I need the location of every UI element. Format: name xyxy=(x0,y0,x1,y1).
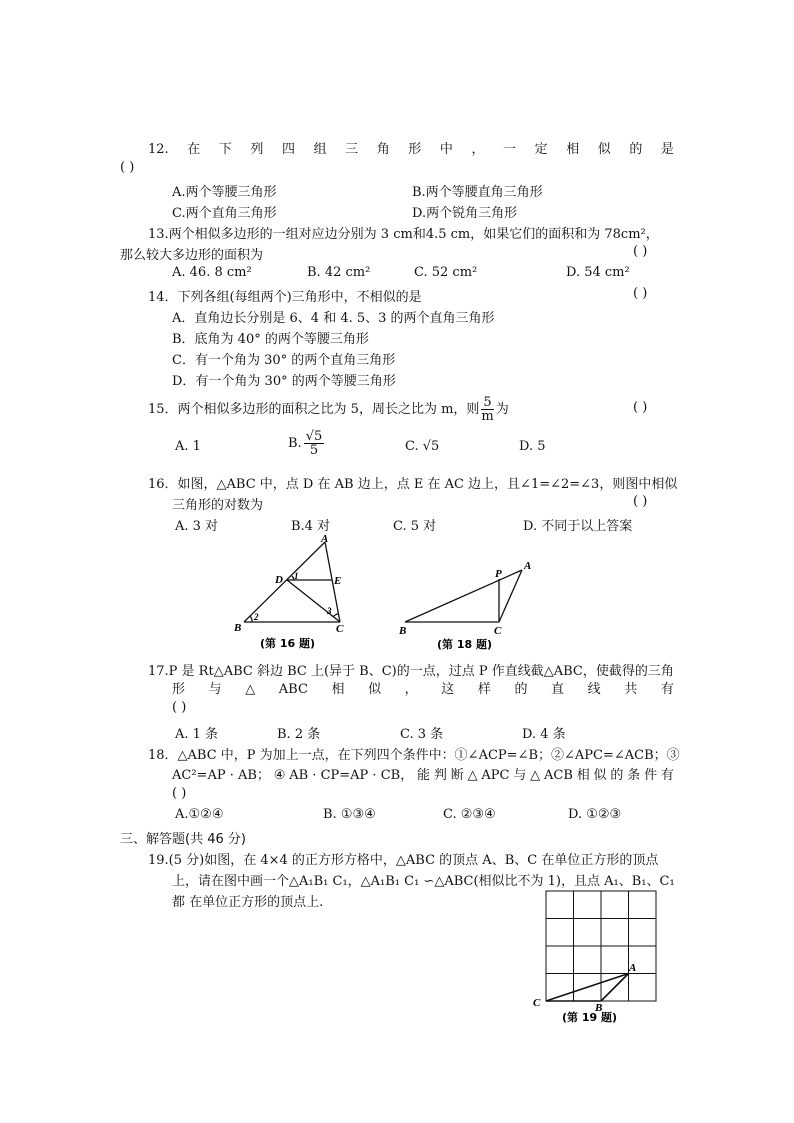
justified-char: △ xyxy=(530,768,541,783)
q15-fraction-numerator: 5 xyxy=(481,396,493,410)
q15-option-b-fraction xyxy=(304,430,325,457)
q15-option-b-denominator: 5 xyxy=(309,443,319,458)
fig18-caption: (第 18 题) xyxy=(437,638,493,651)
q15-option-c: C. √5 xyxy=(405,439,440,454)
q18-line1: 18．△ABC 中，P 为加上一点，在下列四个条件中：①∠ACP=∠B；②∠APC=∠ACB；③ xyxy=(148,748,680,763)
q15-option-b-numerator: √5 xyxy=(305,429,323,444)
q14-option-c: C．有一个角为 30° 的两个直角三角形 xyxy=(172,353,396,368)
fig19-caption: (第 19 题) xyxy=(562,1011,618,1024)
justified-char: 的 xyxy=(629,142,643,157)
justified-char: 下 xyxy=(218,142,232,157)
justified-char: 相 xyxy=(331,682,345,697)
figure-19 xyxy=(530,888,665,1028)
q15-option-b xyxy=(288,430,326,457)
justified-char: 有 xyxy=(660,682,674,697)
fig16-segment-dc xyxy=(287,580,340,622)
q17-option-a: A. 1 条 xyxy=(175,727,219,742)
q15-stem-post: 为 xyxy=(495,402,509,417)
justified-char: 12. xyxy=(148,142,169,157)
fig16-label-e: E xyxy=(334,575,342,587)
section-3-heading: 三、解答题(共 46 分) xyxy=(120,832,246,847)
justified-char: ACB xyxy=(543,768,573,783)
q14-answer-blank: ( ) xyxy=(633,286,648,301)
justified-char: 似 xyxy=(593,768,607,783)
fig19-label-a: A xyxy=(629,962,637,974)
q17-option-d: D. 4 条 xyxy=(522,727,566,742)
justified-char: ABC xyxy=(278,682,308,697)
justified-char: 这 xyxy=(441,682,455,697)
q18-line2 xyxy=(172,765,674,786)
justified-char: APC xyxy=(481,768,510,783)
q12-option-c: C.两个直角三角形 xyxy=(172,206,277,221)
q14-option-d: D．有一个角为 30° 的两个等腰三角形 xyxy=(172,374,396,389)
justified-char: 与 xyxy=(208,682,222,697)
fig16-angle-arc-2 xyxy=(250,616,252,622)
fig16-label-angle-1: 1 xyxy=(294,571,299,581)
q12-stem xyxy=(148,139,674,160)
justified-char: 是 xyxy=(660,142,674,157)
justified-char: 的 xyxy=(514,682,528,697)
justified-char: 样 xyxy=(477,682,491,697)
q13-line1: 13.两个相似多边形的一组对应边分别为 3 cm和4.5 cm，如果它们的面积和为 78cm²， xyxy=(148,227,659,242)
fig19-label-b: B xyxy=(595,1002,603,1014)
justified-char: 件 xyxy=(644,768,658,783)
fig16-angle-arc-3 xyxy=(333,614,338,617)
q19-line3: 都 在单位正方形的顶点上. xyxy=(172,895,324,910)
q16-option-a: A. 3 对 xyxy=(175,519,219,534)
fig16-caption: (第 16 题) xyxy=(260,637,316,650)
q19-line1: 19.(5 分)如图，在 4×4 的正方形方格中，△ABC 的顶点 A、B、C 在单位正方形的顶点 xyxy=(148,853,659,868)
justified-char: 四 xyxy=(281,142,295,157)
q17-line1: 17.P 是 Rt△ABC 斜边 BC 上(异于 B、C)的一点，过点 P 作直线截△ABC，使截得的三角 xyxy=(148,664,674,679)
q16-answer-blank: ( ) xyxy=(633,494,648,509)
fig16-label-c: C xyxy=(336,623,344,635)
justified-char: 列 xyxy=(250,142,264,157)
justified-char: 似 xyxy=(368,682,382,697)
q18-option-d: D. ①②③ xyxy=(568,807,622,822)
justified-char: 三 xyxy=(345,142,359,157)
justified-char: 形 xyxy=(172,682,186,697)
fig18-label-p: P xyxy=(495,568,502,580)
q15-option-d: D. 5 xyxy=(519,439,546,454)
q18-option-b: B. ①③④ xyxy=(323,807,376,822)
q12-answer-blank: ( ) xyxy=(120,160,135,175)
justified-char: 中 xyxy=(439,142,453,157)
q13-option-c: C. 52 cm² xyxy=(414,265,478,280)
justified-char: △ xyxy=(467,768,478,783)
q16-option-c: C. 5 对 xyxy=(393,519,437,534)
justified-char: 组 xyxy=(313,142,327,157)
q19-line2: 上，请在图中画一个△A₁B₁ C₁，△A₁B₁ C₁ ∽△ABC(相似比不为 1)，且点 A₁、B₁、C₁ xyxy=(172,874,675,889)
q15-stem-pre: 15．两个相似多边形的面积之比为 5，周长之比为 m，则 xyxy=(148,402,480,417)
justified-char: ， xyxy=(471,142,485,157)
q13-option-b: B. 42 cm² xyxy=(307,265,371,280)
q15-fraction-denominator: m xyxy=(481,409,494,424)
justified-char: 似 xyxy=(597,142,611,157)
fig16-label-angle-2: 2 xyxy=(254,612,259,622)
q15-stem xyxy=(148,396,509,423)
justified-char: ， xyxy=(404,682,418,697)
justified-char: 判 xyxy=(433,768,447,783)
justified-char: 条 xyxy=(627,768,641,783)
justified-char: 角 xyxy=(376,142,390,157)
fig18-label-a: A xyxy=(524,560,532,572)
q16-line2: 三角形的对数为 xyxy=(172,498,264,513)
q16-option-b: B.4 对 xyxy=(291,519,331,534)
fig16-segment-ab xyxy=(244,542,325,622)
q13-option-d: D. 54 cm² xyxy=(566,265,630,280)
q13-option-a: A. 46. 8 cm² xyxy=(172,265,252,280)
justified-char: 的 xyxy=(610,768,624,783)
q14-option-b: B．底角为 40° 的两个等腰三角形 xyxy=(172,332,369,347)
fig16-label-b: B xyxy=(234,622,242,634)
justified-char: 共 xyxy=(624,682,638,697)
fig16-label-a: A xyxy=(321,534,329,545)
justified-char: 一 xyxy=(503,142,517,157)
justified-char: ④ xyxy=(273,768,286,783)
fig18-label-c: C xyxy=(494,625,502,637)
q17-line2 xyxy=(172,679,674,700)
justified-char: 有 xyxy=(660,768,674,783)
justified-char: 能 xyxy=(417,768,431,783)
q17-option-c: C. 3 条 xyxy=(400,727,444,742)
fig18-segment-ba xyxy=(405,570,522,622)
justified-char: 相 xyxy=(576,768,590,783)
justified-char: AB · CP=AP · CB， xyxy=(289,768,414,783)
q16-option-d: D. 不同于以上答案 xyxy=(523,519,633,534)
justified-char: 与 xyxy=(513,768,527,783)
fig16-label-angle-3: 3 xyxy=(327,606,332,616)
q14-stem: 14．下列各组(每组两个)三角形中，不相似的是 xyxy=(148,290,422,305)
q15-fraction xyxy=(481,396,493,423)
fig18-segment-ca xyxy=(499,570,522,622)
justified-char: 定 xyxy=(534,142,548,157)
fig19-segment-ca xyxy=(546,974,629,1002)
figure-18 xyxy=(395,556,545,652)
justified-char: △ xyxy=(245,682,256,697)
justified-char: 形 xyxy=(408,142,422,157)
q12-option-a: A.两个等腰三角形 xyxy=(172,185,277,200)
justified-char: 相 xyxy=(566,142,580,157)
q15-answer-blank: ( ) xyxy=(633,400,648,415)
q18-answer-blank: ( ) xyxy=(172,786,187,801)
fig18-label-b: B xyxy=(399,625,407,637)
justified-char: 在 xyxy=(187,142,201,157)
q17-option-b: B. 2 条 xyxy=(277,727,321,742)
fig16-label-d: D xyxy=(275,574,283,586)
q18-option-c: C. ②③④ xyxy=(443,807,496,822)
q15-option-b-prefix: B. xyxy=(288,436,302,451)
q13-answer-blank: ( ) xyxy=(633,244,648,259)
justified-char: 线 xyxy=(587,682,601,697)
q15-option-a: A. 1 xyxy=(175,439,201,454)
justified-char: 直 xyxy=(551,682,565,697)
justified-char: AC²=AP · AB； xyxy=(172,768,270,783)
q16-line1: 16．如图，△ABC 中，点 D 在 AB 边上，点 E 在 AC 边上，且∠1=∠2=∠3，则图中相似 xyxy=(148,477,678,492)
q12-option-d: D.两个锐角三角形 xyxy=(412,206,518,221)
figure-16 xyxy=(230,534,360,650)
q18-option-a: A.①②④ xyxy=(175,807,224,822)
q12-option-b: B.两个等腰直角三角形 xyxy=(412,185,543,200)
justified-char: 断 xyxy=(450,768,464,783)
q14-option-a: A．直角边长分别是 6、4 和 4. 5、3 的两个直角三角形 xyxy=(172,311,495,326)
fig19-label-c: C xyxy=(533,997,541,1009)
q17-answer-blank: ( ) xyxy=(172,700,187,715)
q13-line2: 那么较大多边形的面积为 xyxy=(120,248,264,263)
